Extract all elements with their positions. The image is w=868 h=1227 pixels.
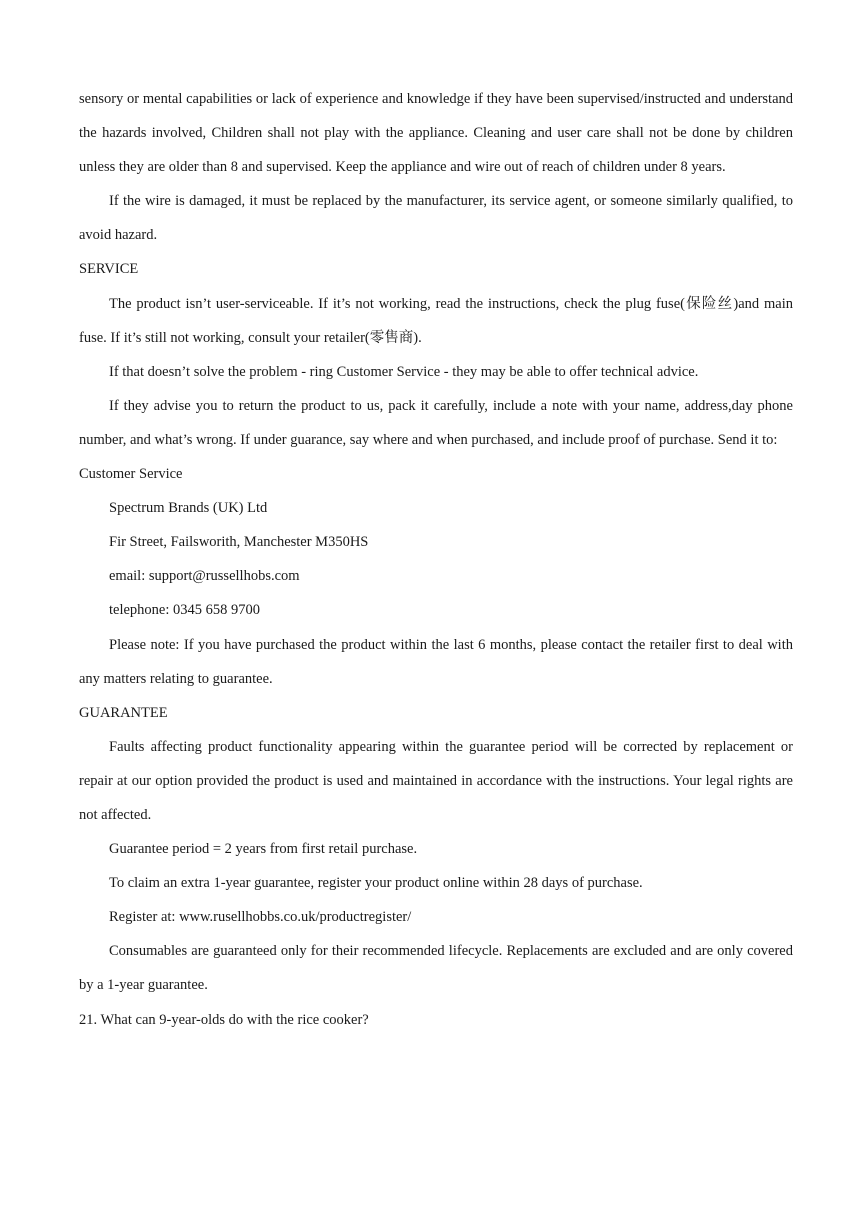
register-url: Register at: www.rusellhobbs.co.uk/productregister/ [109, 909, 412, 926]
document-page [79, 82, 793, 1037]
address-company: Spectrum Brands (UK) Ltd [109, 500, 268, 517]
heading-customer-service: Customer Service [79, 466, 183, 483]
paragraph-please-note: Please note: If you have purchased the product within the last 6 months, please contact the retailer first to deal with any matters relating to guarantee. [79, 636, 793, 687]
paragraph-damaged-wire: If the wire is damaged, it must be replaced by the manufacturer, its service agent, or someone similarly qualified, to avoid hazard. [79, 193, 793, 244]
paragraph-return-instructions: If they advise you to return the product to us, pack it carefully, include a note with your name, address,day phone number, and what’s wrong. If under guarance, say where and when purchased, and include proof of purchase. Send it to: [79, 397, 793, 448]
guarantee-period: Guarantee period = 2 years from first retail purchase. [109, 841, 418, 858]
paragraph-child-safety: sensory or mental capabilities or lack of experience and knowledge if they have been supervised/instructed and understand the hazards involved, Children shall not play with the appliance. Cleaning and user care shall not be done by children unless they are older than 8 and supervised. Keep the appliance and wire out of reach of children under 8 years. [79, 91, 793, 176]
question-21: 21. What can 9-year-olds do with the rice cooker? [79, 1011, 369, 1028]
heading-guarantee: GUARANTEE [79, 704, 168, 721]
paragraph-not-serviceable: The product isn’t user-serviceable. If it’s not working, read the instructions, check the plug fuse(保险丝)and main fuse. If it’s still not working, consult your retailer(零售商). [79, 295, 793, 346]
paragraph-customer-service-advice: If that doesn’t solve the problem - ring Customer Service - they may be able to offer technical advice. [109, 363, 699, 380]
address-street: Fir Street, Failsworith, Manchester M350HS [109, 534, 369, 551]
guarantee-extra-year: To claim an extra 1-year guarantee, register your product online within 28 days of purchase. [109, 875, 643, 892]
paragraph-faults: Faults affecting product functionality appearing within the guarantee period will be corrected by replacement or repair at our option provided the product is used and maintained in accordance with the instructions. Your legal rights are not affected. [79, 738, 793, 823]
heading-service: SERVICE [79, 261, 139, 278]
paragraph-consumables: Consumables are guaranteed only for their recommended lifecycle. Replacements are excluded and are only covered by a 1-year guarantee. [79, 943, 793, 994]
contact-telephone: telephone: 0345 658 9700 [109, 602, 261, 619]
contact-email: email: support@russellhobs.com [109, 568, 300, 585]
